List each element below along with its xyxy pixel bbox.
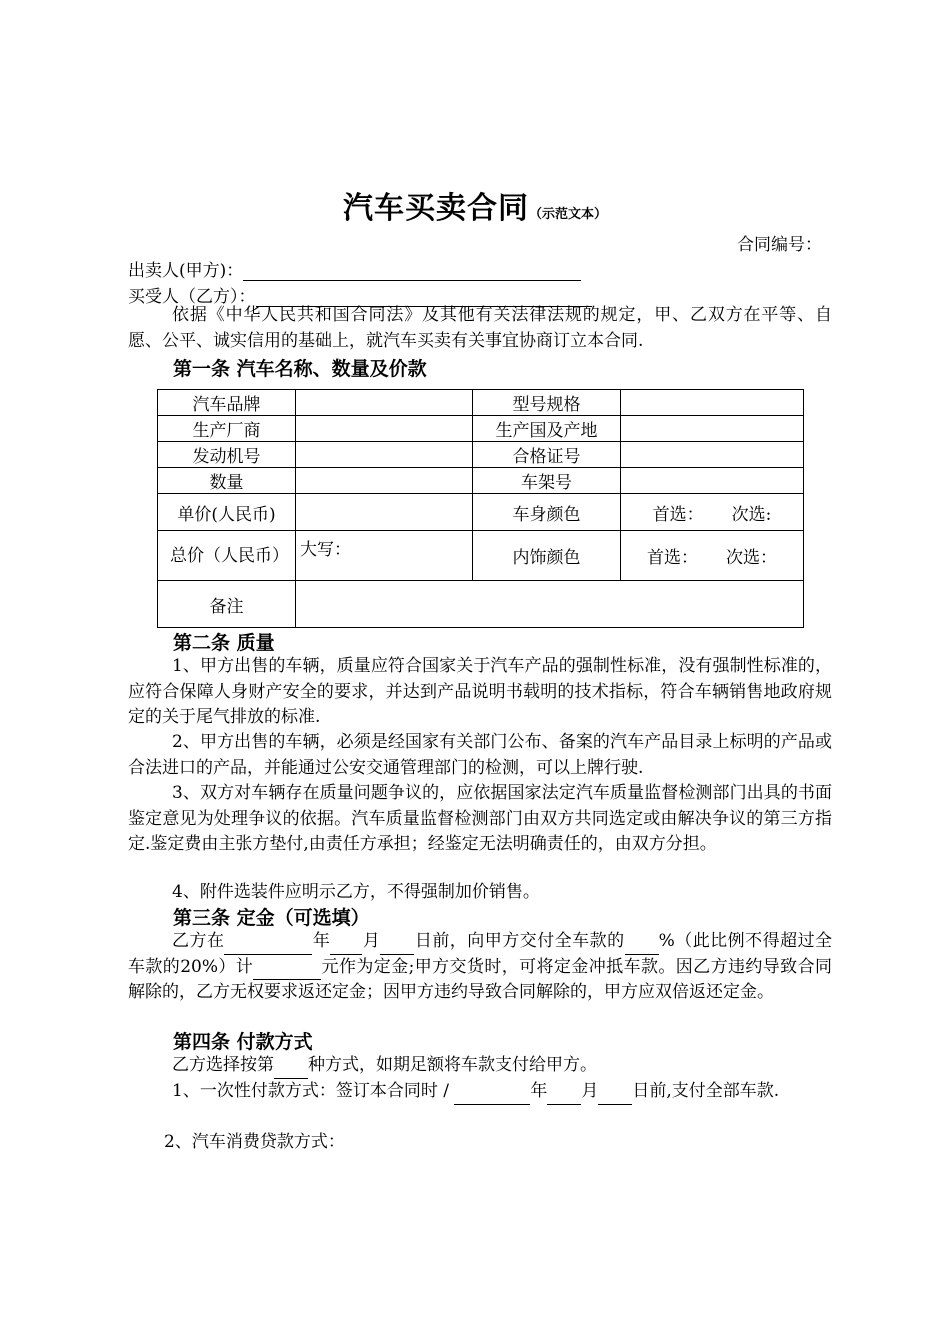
remarks-label: 备注: [158, 581, 296, 628]
unit-price-label: 单价(人民币): [158, 494, 296, 531]
lump-sum-month-blank[interactable]: [547, 1087, 581, 1105]
lump-sum-text-2: 年: [530, 1081, 548, 1101]
engine-value[interactable]: [296, 442, 473, 468]
maker-value[interactable]: [296, 416, 473, 442]
maker-label: 生产厂商: [158, 416, 296, 442]
article4-heading: 第四条 付款方式: [173, 1031, 313, 1053]
total-price-capital[interactable]: 大写：: [296, 531, 473, 581]
article2-clause-4: 4、附件选装件应明示乙方，不得强制加价销售。: [172, 882, 540, 902]
lump-sum-text-1: 1、一次性付款方式：签订本合同时 /: [172, 1081, 455, 1101]
table-row: [158, 531, 804, 581]
article2-clause-1: 1、甲方出售的车辆，质量应符合国家关于汽车产品的强制性标准，没有强制性标准的，应符合保障人身财产安全的要求，并达到产品说明书载明的技术指标，符合车辆销售地政府规定的关于尾气排放的标准.: [128, 656, 832, 727]
lump-sum-paragraph: [128, 1079, 832, 1105]
title-block: [0, 183, 950, 227]
document-subtitle: （示范文本）: [528, 207, 607, 222]
table-row: [158, 494, 804, 531]
article2-clause-3: 3、双方对车辆存在质量问题争议的，应依据国家法定汽车质量监督检测部门出具的书面鉴定意见为处理争议的依据。汽车质量监督检测部门由双方共同选定或由解决争议的第三方指定.鉴定费由主张方垫付,由责任方承担；经鉴定无法明确责任的，由双方分担。: [128, 783, 832, 854]
interior-color-second-choice: 次选：: [726, 548, 777, 568]
lump-sum-text-3: 月: [581, 1081, 599, 1101]
deposit-day-blank[interactable]: [380, 937, 414, 955]
model-label: 型号规格: [473, 390, 621, 416]
intro-paragraph: 依据《中华人民共和国合同法》及其他有关法律法规的规定，甲、乙双方在平等、自愿、公平、诚实信用的基础上，就汽车买卖有关事宜协商订立本合同.: [128, 305, 832, 351]
interior-color-first-choice: 首选：: [647, 548, 698, 568]
deposit-text-2: 年: [312, 931, 331, 951]
model-value[interactable]: [621, 390, 804, 416]
article2-clause-2: 2、甲方出售的车辆，必须是经国家有关部门公布、备案的汽车产品目录上标明的产品或合法进口的产品，并能通过公安交通管理部门的检测，可以上牌行驶.: [128, 732, 832, 778]
deposit-percent-blank[interactable]: [625, 937, 659, 955]
deposit-text-1: 乙方在: [172, 931, 225, 951]
body-color-choices[interactable]: [621, 494, 804, 531]
frame-value[interactable]: [621, 468, 804, 494]
deposit-text-3: 月: [362, 931, 381, 951]
engine-label: 发动机号: [158, 442, 296, 468]
deposit-month-blank[interactable]: [330, 937, 362, 955]
cert-value[interactable]: [621, 442, 804, 468]
deposit-year-blank[interactable]: [224, 937, 312, 955]
document-title: 汽车买卖合同: [342, 191, 529, 226]
interior-color-label: 内饰颜色: [473, 531, 621, 581]
quantity-label: 数量: [158, 468, 296, 494]
table-row: [158, 416, 804, 442]
article3-paragraph: [128, 929, 832, 1006]
seller-label: 出卖人(甲方)：: [128, 261, 244, 281]
quantity-value[interactable]: [296, 468, 473, 494]
deposit-text-6: 元作为定金;甲方交货时，可将定金冲抵车款。因乙方违约导致合同解除的，乙方无权要求返还定金；因甲方违约导致合同解除的，甲方应双倍返还定金。: [128, 956, 832, 1002]
loan-paragraph: 2、汽车消费贷款方式：: [164, 1132, 345, 1152]
table-row: [158, 468, 804, 494]
contract-number-label: 合同编号：: [737, 235, 822, 255]
article1-heading: 第一条 汽车名称、数量及价款: [173, 358, 427, 380]
origin-value[interactable]: [621, 416, 804, 442]
total-price-label: 总价（人民币）: [158, 531, 296, 581]
table-row: [158, 390, 804, 416]
interior-color-choices[interactable]: [621, 531, 804, 581]
origin-label: 生产国及产地: [473, 416, 621, 442]
seller-blank[interactable]: [243, 262, 581, 281]
table-row: [158, 442, 804, 468]
body-color-second-choice: 次选:: [731, 504, 772, 525]
seller-line: [128, 256, 581, 281]
body-color-label: 车身颜色: [473, 494, 621, 531]
lump-sum-year-blank[interactable]: [454, 1087, 530, 1105]
article3-heading: 第三条 定金（可选填）: [173, 907, 370, 929]
article2-heading: 第二条 质量: [173, 632, 275, 654]
cert-label: 合格证号: [473, 442, 621, 468]
brand-value[interactable]: [296, 390, 473, 416]
table-row: [158, 581, 804, 628]
remarks-value[interactable]: [296, 581, 804, 628]
deposit-text-5: %（此比例不得超过全车款的20%）计: [128, 931, 833, 977]
lump-sum-text-4: 日前,支付全部车款.: [632, 1081, 780, 1101]
body-color-first-choice: 首选：: [652, 504, 704, 525]
payment-method-blank[interactable]: [274, 1061, 308, 1079]
unit-price-value[interactable]: [296, 494, 473, 531]
brand-label: 汽车品牌: [158, 390, 296, 416]
deposit-text-4: 日前，向甲方交付全车款的: [414, 931, 625, 951]
buyer-label: 买受人（乙方）：: [128, 287, 256, 307]
payment-choice-paragraph: [128, 1053, 832, 1079]
vehicle-spec-table: [157, 389, 804, 628]
payment-choice-text-1: 乙方选择按第: [172, 1055, 274, 1075]
lump-sum-day-blank[interactable]: [598, 1087, 632, 1105]
deposit-amount-blank[interactable]: [253, 962, 321, 980]
frame-label: 车架号: [473, 468, 621, 494]
payment-choice-text-2: 种方式，如期足额将车款支付给甲方。: [308, 1055, 597, 1075]
